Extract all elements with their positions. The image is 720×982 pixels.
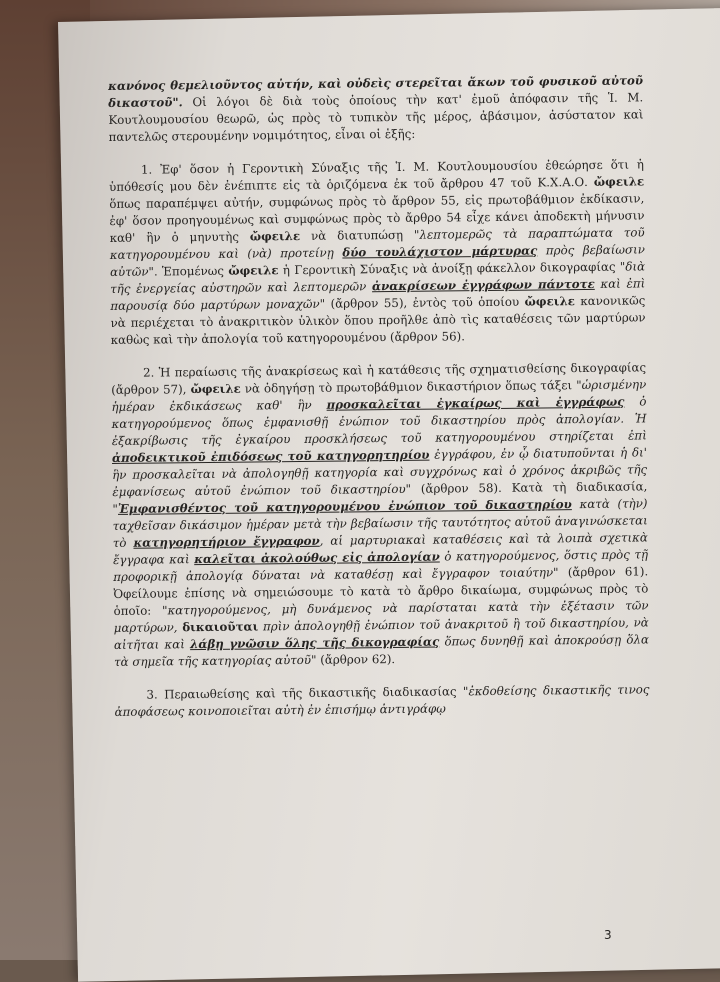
p2-italic: ἐγγράφου, ἐν ᾧ διατυποῦνται ἡ δι' ἣν προσκαλεῖται νὰ ἀπολογηθῇ κατηγορία καὶ συγχρόνως καὶ ὁ χρόνος ἀκριβῶς τῆς ἐμφανίσεως αὐτοῦ ἐνώπιον τοῦ δικαστηρίου bbox=[112, 445, 647, 499]
p1-text: κανονικῶς νὰ περιέχεται τὸ ἀνακριτικὸν ὑλικὸν ὅπου προῆλθε ἀπὸ τὶς καταθέσεις τῶν μαρτύρων καθὼς καὶ τὴν ἀπολογία τοῦ κατηγορουμένου (ἄρθρον 56). bbox=[110, 293, 645, 347]
p1-bold-underlined: ἀνακρίσεων ἐγγράφων πάντοτε bbox=[372, 277, 595, 293]
p2-bold-underlined: κατηγορητήριον ἔγγραφον bbox=[133, 534, 319, 550]
p2-text: νὰ ὁδηγήσῃ τὸ πρωτοβάθμιον δικαστήριον ὅπως τάξει " bbox=[241, 378, 582, 396]
p2-text bbox=[312, 398, 327, 412]
p2-bold-underlined: λάβῃ γνῶσιν ὅλης τῆς δικογραφίας bbox=[190, 635, 439, 652]
intro-bold-text: κανόνος θεμελιοῦντος αὐτήν, καὶ οὐδεὶς στερεῖται ἄκων τοῦ φυσικοῦ αὐτοῦ δικαστοῦ". bbox=[108, 73, 643, 110]
p1-text: νὰ διατυπώσῃ " bbox=[300, 228, 420, 243]
p2-italic: κατὰ (τὴν) ταχθεῖσαν δικάσιμον ἡμέραν μετὰ τὴν βεβαίωσιν τῆς ταυτότητος αὐτοῦ ἀναγινώσκεται τὸ bbox=[113, 496, 648, 550]
p2-italic: ὡρισμένην ἡμέραν ἐκδικάσεως καθ' ἣν bbox=[111, 377, 646, 414]
document-body bbox=[108, 72, 650, 737]
p1-text: " (ἄρθρον 55), ἐντὸς τοῦ ὁποίου bbox=[320, 295, 525, 311]
paragraph-2 bbox=[111, 359, 649, 671]
p2-bold-underlined: καλεῖται ἀκολούθως εἰς ἀπολογίαν bbox=[194, 550, 440, 567]
p1-text: ὅπως παραπέμψει αὐτήν, συμφώνως πρὸς τὸ ἄρθρον 55, εἰς πρωτοβάθμιον ἐκδίκασιν, ἐφ' ὅσον προηγουμένως καὶ συμφώνως πρὸς τὸ ἄρθρο 54 εἶχε κάνει ἀποδεκτὴ μήνυσιν καθ' ἣν ὁ μηνυτὴς bbox=[109, 191, 644, 245]
p1-bold-underlined: δύο τουλάχιστον μάρτυρας bbox=[342, 244, 537, 260]
p1-bold: ὤφειλε bbox=[594, 174, 644, 189]
p2-text: " (ἄρθρον 58). Κατὰ τὴ διαδικασία, " bbox=[112, 479, 647, 516]
p2-italic: ὁ κατηγορούμενος, ὅστις πρὸς τῇ προφορικῇ ἀπολογίᾳ δύναται νὰ καταθέσῃ καὶ ἔγγραφον τοιαύτην bbox=[113, 547, 648, 584]
paragraph-3 bbox=[114, 681, 649, 721]
p1-italic: πρὸς βεβαίωσιν αὐτῶν bbox=[110, 242, 645, 279]
p1-italic: λεπτομερῶς τὰ παραπτώματα τοῦ κατηγορουμένου καὶ (νὰ) προτείνῃ bbox=[110, 225, 645, 262]
p2-bold-underlined: ἀποδεικτικοῦ ἐπιδόσεως τοῦ κατηγορητηρίου bbox=[112, 448, 430, 465]
p2-bold-underlined: προσκαλεῖται ἐγκαίρως καὶ ἐγγράφως bbox=[327, 395, 625, 412]
intro-paragraph bbox=[108, 72, 644, 146]
p1-bold: ὤφειλε bbox=[250, 229, 300, 244]
p3-italic: ἐκδοθείσης δικαστικῆς τινος ἀποφάσεως κοινοποιεῖται αὐτὴ ἐν ἐπισήμῳ ἀντιγράφῳ bbox=[115, 682, 650, 719]
p2-bold-underlined: Ἐμφανισθέντος τοῦ κατηγορουμένου ἐνώπιον τοῦ δικαστηρίου bbox=[118, 497, 572, 516]
p1-italic: διὰ τῆς ἐνεργείας αὐστηρῶν καὶ λεπτομερῶν bbox=[110, 259, 645, 296]
p2-text: " (ἄρθρον 62). bbox=[311, 652, 395, 667]
p1-text: ". Ἑπομένως bbox=[148, 264, 228, 279]
p2-text: 2. Ἡ περαίωσις τῆς ἀνακρίσεως καὶ ἡ κατάθεσις τῆς σχηματισθείσης δικογραφίας (ἄρθρον 57), bbox=[111, 360, 646, 397]
p2-italic: ὁ κατηγορούμενος ὅπως ἐμφανισθῇ ἐνώπιον τοῦ δικαστηρίου πρὸς ἀπολογίαν. Ἡ ἐξακρίβωσις τῆς ἐγκαίρου προσκλήσεως τοῦ κατηγορουμένου στηρίζεται ἐπὶ bbox=[112, 394, 647, 448]
page-number: 3 bbox=[604, 928, 612, 942]
p3-text: 3. Περαιωθείσης καὶ τῆς δικαστικῆς διαδικασίας " bbox=[146, 684, 468, 701]
p2-italic: κατηγορούμενος, μὴ δυνάμενος νὰ παρίσταται κατὰ τὴν ἐξέτασιν τῶν μαρτύρων, bbox=[114, 598, 649, 635]
p1-italic: καὶ ἐπὶ παρουσίᾳ δύο μαρτύρων μοναχῶν bbox=[110, 276, 645, 313]
p2-bold: ὤφειλε bbox=[190, 382, 240, 397]
p1-bold: ὤφειλε bbox=[525, 294, 575, 309]
p2-italic: πρὶν ἀπολογηθῇ ἐνώπιον τοῦ ἀνακριτοῦ ἢ τοῦ δικαστηρίου, νὰ αἰτῆται καὶ bbox=[114, 615, 649, 652]
paragraph-1 bbox=[109, 156, 646, 349]
p1-text: ἡ Γεροντικὴ Σύναξις νὰ ἀνοίξῃ φάκελλον δικογραφίας " bbox=[278, 260, 625, 278]
intro-text: Οἱ λόγοι δὲ διὰ τοὺς ὁποίους τὴν κατ' ἐμοῦ ἀπόφασιν τῆς Ἱ. Μ. Κουτλουμουσίου θεωρῶ, ὡς πρὸς τὸ τυπικὸν τῆς μέρος, ἀβάσιμον, ἀσύστατον καὶ παντελῶς στερουμένην νομιμότητος, εἶναι οἱ ἑξῆς: bbox=[108, 90, 643, 144]
p2-italic: , αἱ μαρτυριακαὶ καταθέσεις καὶ τὰ λοιπὰ σχετικὰ ἔγγραφα καὶ bbox=[113, 530, 648, 567]
p2-bold: δικαιοῦται bbox=[182, 619, 258, 634]
p2-italic: ὅπως δυνηθῇ καὶ ἀποκρούσῃ ὅλα τὰ σημεῖα τῆς κατηγορίας αὐτοῦ bbox=[114, 632, 649, 669]
p1-bold: ὤφειλε bbox=[228, 263, 278, 278]
p1-text: 1. Ἐφ' ὅσον ἡ Γεροντικὴ Σύναξις τῆς Ἱ. Μ. Κουτλουμουσίου ἐθεώρησε ὅτι ἡ ὑπόθεσίς μου δὲν ἐνέπιπτε εἰς τὰ ὁριζόμενα ἐκ τοῦ ἄρθρου 47 τοῦ Κ.Χ.Α.Ο. bbox=[109, 157, 644, 194]
p2-text: " (ἄρθρον 61). Ὀφείλουμε ἐπίσης νὰ σημειώσουμε τὸ κατὰ τὸ ἄρθρο δικαίωμα, συμφώνως πρὸς τὸ ὁποῖο: " bbox=[113, 564, 648, 618]
